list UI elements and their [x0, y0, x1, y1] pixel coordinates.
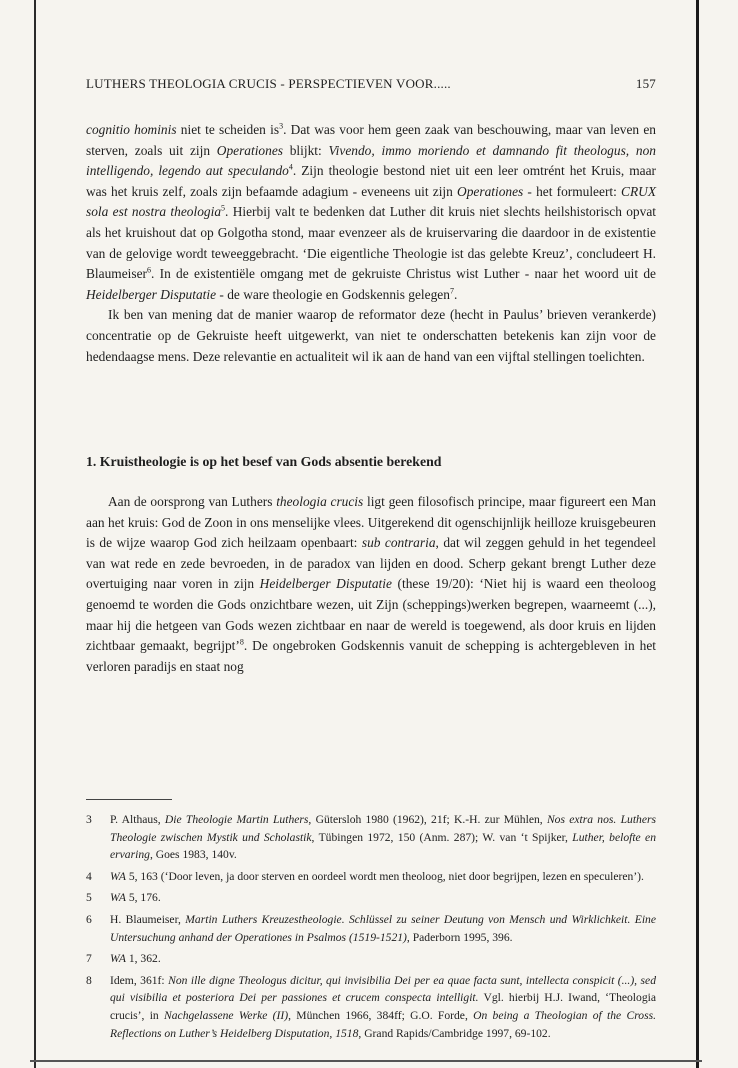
p1-s12: CRUX sola est nostra theologia	[86, 183, 656, 220]
footnote-text-part: Luther, belofte en ervaring	[110, 830, 656, 862]
footnote-text-part: On being a Theologian of the Cross. Reflections on Luther’s Heidelberg Disputation, 1518	[110, 1008, 656, 1040]
footnote-ref-8: 8	[239, 637, 244, 647]
p1-s6: blijkt:	[282, 142, 329, 158]
page-edge-right	[696, 0, 699, 1068]
footnote-text-part: WA	[110, 869, 126, 883]
body-text-section-1	[86, 492, 656, 677]
body-text-top	[86, 120, 656, 367]
footnote-4	[86, 868, 656, 886]
footnote-number: 5	[86, 891, 92, 905]
p3-s3: ligt geen filosofisch principe, maar figureert een Man aan het kruis: God de Zoon in ons menselijke vlees. Uitgerekend dit ogenschijnlijk heilloze kruisgebeuren is de wijze waarop God zich heilzaam openbaart:	[86, 494, 657, 551]
footnote-text-part: Non ille digne Theologus dicitur, qui invisibilia Dei per ea quae facta sunt, intellecta conspicit (...), sed qui visibilia et posteriora Dei per passiones et crucem conspecta intelligit.	[110, 973, 656, 1005]
p1-s16: . In de existentiële omgang met de gekruiste Christus wist Luther - naar het woord uit de	[150, 266, 656, 282]
footnote-text-part: Nos extra nos. Luthers Theologie zwischen Mystik und Scholastik	[110, 813, 657, 844]
p1-s10: Operationes	[457, 183, 524, 199]
page-number: 157	[635, 76, 656, 91]
footnote-8	[86, 972, 656, 1042]
running-header	[86, 76, 656, 94]
footnote-6	[86, 911, 656, 946]
footnote-ref-3: 3	[279, 121, 284, 131]
footnote-text-part: 5, 176.	[125, 891, 161, 905]
footnote-text-part: 1, 362.	[125, 952, 161, 966]
footnote-text-part: Die Theologie Martin Luthers	[164, 813, 309, 826]
p3-s9: . De ongebroken Godskennis vanuit de schepping is achtergebleven in het verloren paradijs en staat nog	[86, 638, 656, 674]
p3-s2: theologia crucis	[276, 494, 364, 509]
paragraph-1	[86, 120, 656, 305]
p1-s7: Vivendo, immo moriendo et damnando fit theologus, non intelligendo, legendo aut speculando	[86, 142, 656, 179]
footnotes	[86, 811, 656, 1046]
footnote-ref-4: 4	[288, 162, 293, 172]
footnote-ref-5: 5	[221, 203, 226, 213]
footnote-text-part: H. Blaumeiser,	[110, 912, 186, 926]
p1-s9: . Zijn theologie bestond niet uit een leer omtrént het Kruis, maar was het kruis zelf, zoals zijn befaamde adagium - eveneens uit zijn	[86, 163, 656, 199]
footnote-number: 3	[86, 813, 92, 826]
p1-s17: Heidelberger Disputatie	[86, 286, 217, 302]
p1-s4: . Dat was voor hem geen zaak van beschouwing, maar van leven en sterven, zoals uit zijn	[86, 122, 656, 158]
footnote-ref-7: 7	[449, 286, 454, 296]
footnote-separator	[86, 799, 172, 800]
footnote-number: 7	[86, 952, 92, 966]
footnote-3	[86, 811, 656, 864]
footnote-text-part: , Grand Rapids/Cambridge 1997, 69-102.	[358, 1026, 551, 1040]
footnote-number: 4	[86, 869, 92, 883]
footnote-number: 8	[86, 973, 92, 987]
footnote-5	[86, 889, 656, 907]
p1-s1: cognitio hominis	[86, 122, 177, 137]
p3-s5: , dat wil zeggen gehuld in het tegendeel van wat rede en zede bevroeden, in de paradox van lijden en dood. Scherp gekant brengt Luther deze overtuiging naar voren in zijn	[86, 535, 656, 592]
footnote-text-part: , Gütersloh 1980 (1962), 21f; K.-H. zur Mühlen,	[308, 813, 547, 826]
footnote-text-part: , Goes 1983, 140v.	[149, 848, 237, 862]
footnote-text-part: , Paderborn 1995, 396.	[406, 930, 513, 944]
footnote-7	[86, 950, 656, 968]
p3-s4: sub contraria	[361, 535, 436, 551]
p3-s1: Aan de oorsprong van Luthers	[108, 494, 277, 509]
p1-s20: .	[453, 286, 458, 302]
footnote-text-part: P. Althaus,	[110, 813, 165, 826]
paragraph-3	[86, 492, 656, 677]
p3-s7: (these 19/20): ‘Niet hij is waard een theoloog genoemd te worden die Gods onzichtbare wezen, uit Zijn (scheppings)werken begrepen, waarneemt (...), maar hij die hetgeen van Gods wezen zichtbaar en naar de wereld is toegewend, als door kruis en lijden zichtbaar gemaakt, begrijpt’	[86, 576, 656, 654]
paragraph-2: Ik ben van mening dat de manier waarop de reformator deze (hecht in Paulus’ brieven verankerde) concentratie op de Gekruiste heeft uitgewerkt, van niet te onderschatten betekenis kan zijn voor de hedendaagse mens. Deze relevantie en actualiteit wil ik aan de hand van een vijftal stellingen toelichten.	[86, 307, 656, 364]
footnote-text-part: WA	[110, 891, 126, 905]
p1-s11: - het formuleert:	[523, 183, 622, 199]
page-edge-bottom	[30, 1060, 702, 1062]
footnote-text-part: Idem, 361f:	[110, 973, 169, 987]
p3-s6: Heidelberger Disputatie	[259, 576, 392, 592]
p1-s2: niet te scheiden is	[176, 122, 280, 137]
footnote-text-part: 5, 163 (‘Door leven, ja door sterven en oordeel wordt men theoloog, niet door begrijpen, lezen en speculeren’).	[125, 869, 644, 883]
p1-s14: . Hierbij valt te bedenken dat Luther dit kruis niet slechts heilshistorisch opvat als het kruishout dat op Golgotha stond, maar evenzeer als de kruiservaring die daardoor in de existentie van de gelovige wordt teweeggebracht. ‘Die eigentliche Theologie ist das gelebte Kreuz’, concludeert H. Blaumeiser	[86, 204, 656, 282]
p1-s18: - de ware theologie en Godskennis gelegen	[216, 286, 450, 302]
footnote-text-part: , Tübingen 1972, 150 (Anm. 287); W. van ‘t Spijker,	[311, 830, 573, 844]
footnote-text-part: Martin Luthers Kreuzestheologie. Schlüssel zu seiner Deutung von Mensch und Wirklichkeit. Eine Untersuchung anhand der Operationes in Psalmos (1519-1521)	[110, 912, 656, 944]
section-heading: 1. Kruistheologie is op het besef van Gods absentie berekend	[86, 454, 442, 469]
p1-s5: Operationes	[216, 142, 283, 158]
running-title: LUTHERS THEOLOGIA CRUCIS - PERSPECTIEVEN VOOR.....	[86, 76, 451, 91]
footnote-text-part: WA	[110, 952, 126, 966]
footnote-number: 6	[86, 912, 92, 926]
page-edge-left	[34, 0, 36, 1068]
footnote-text-part: , München 1966, 384ff; G.O. Forde,	[288, 1008, 474, 1022]
footnote-text-part: Vgl. hierbij H.J. Iwand, ‘Theologia crucis’, in	[110, 991, 656, 1022]
footnote-text-part: Nachgelassene Werke (II)	[164, 1008, 289, 1022]
footnote-ref-6: 6	[146, 265, 151, 275]
